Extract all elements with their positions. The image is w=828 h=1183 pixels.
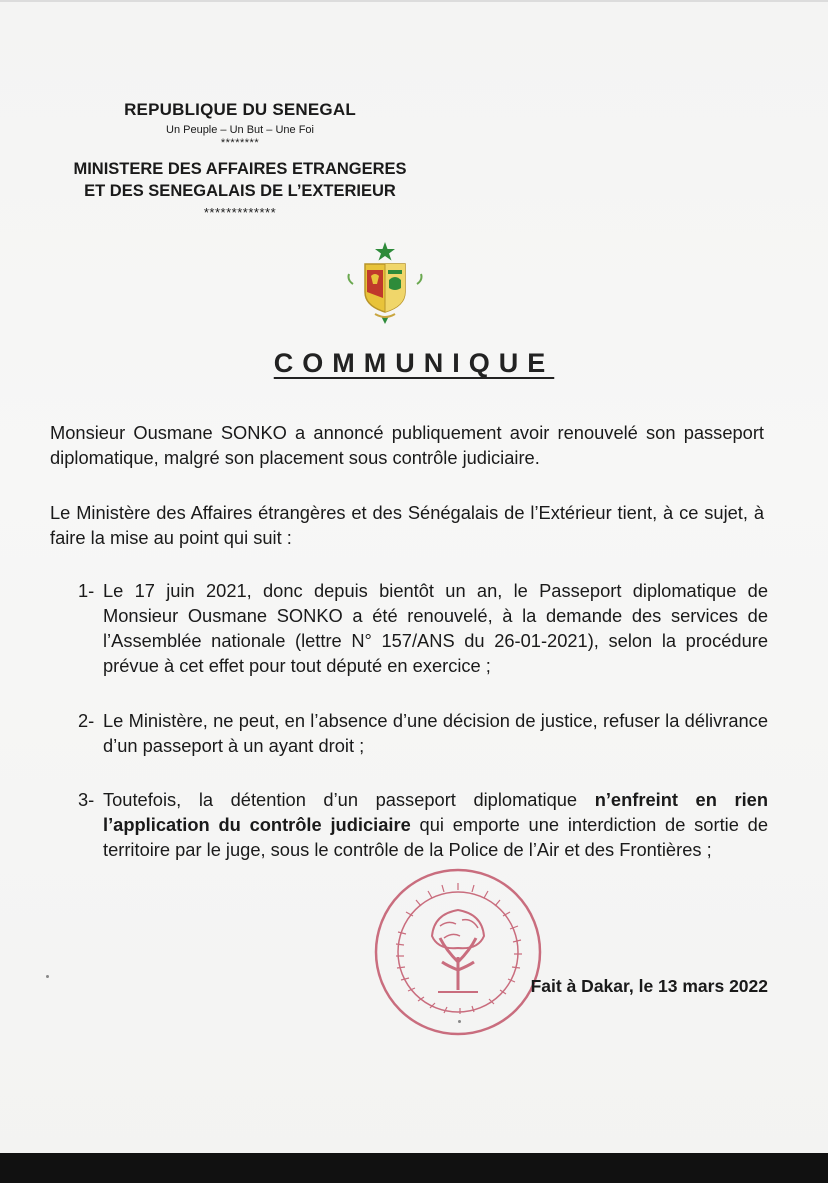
list-item-number: 3- (78, 789, 95, 810)
list-item-text-part: Toutefois, la détention d’un passeport diplomatique (103, 789, 595, 810)
paragraph-intro: Monsieur Ousmane SONKO a annoncé publiquement avoir renouvelé son passeport diplomatique, malgré son placement sous contrôle judiciaire. (50, 422, 764, 468)
list-item-text: Le Ministère, ne peut, en l’absence d’une décision de justice, refuser la délivrance d’un passeport à un ayant droit ; (103, 710, 768, 756)
paper-speck (46, 975, 49, 978)
separator-short: ******** (220, 137, 260, 149)
list-item-number: 2- (78, 710, 95, 731)
signoff-date-place: Fait à Dakar, le 13 mars 2022 (530, 976, 768, 996)
paragraph-statement: Le Ministère des Affaires étrangères et des Sénégalais de l’Extérieur tient, à ce sujet, à faire la mise au point qui suit : (50, 502, 764, 548)
senegal-coat-of-arms-icon (345, 240, 425, 330)
list-item-text-part: qui emporte une interdiction de sortie de territoire par le juge, sous le contrôle de la Police de l’Air et des Frontières ; (103, 814, 768, 860)
country-heading: REPUBLIQUE DU SENEGAL (124, 100, 356, 119)
bottom-bar (0, 1153, 828, 1183)
list-item-emphasis: n’enfreint en rien l’application du contrôle judiciaire (103, 789, 768, 835)
list-item (78, 708, 768, 758)
national-motto: Un Peuple – Un But – Une Foi (166, 124, 314, 136)
separator-long: ************* (203, 205, 277, 220)
ministry-heading-line2: ET DES SENEGALAIS DE L’EXTERIEUR (84, 182, 396, 200)
list-item-text (103, 787, 768, 862)
list-item (78, 787, 768, 862)
paper-speck (458, 1020, 461, 1023)
document-title: COMMUNIQUE (273, 348, 555, 378)
list-item-text: Le 17 juin 2021, donc depuis bientôt un an, le Passeport diplomatique de Monsieur Ousmane SONKO a été renouvelé, à la demande des services de l’Assemblée nationale (lettre N° 157/ANS du 26-01-2021), selon la procédure prévue à cet effet pour tout député en exercice ; (103, 580, 768, 676)
list-item-number: 1- (78, 580, 95, 601)
top-edge (0, 0, 828, 2)
list-item (78, 578, 768, 678)
ministry-heading-line1: MINISTERE DES AFFAIRES ETRANGERES (73, 160, 407, 178)
ministry-seal-stamp-icon (368, 862, 548, 1042)
